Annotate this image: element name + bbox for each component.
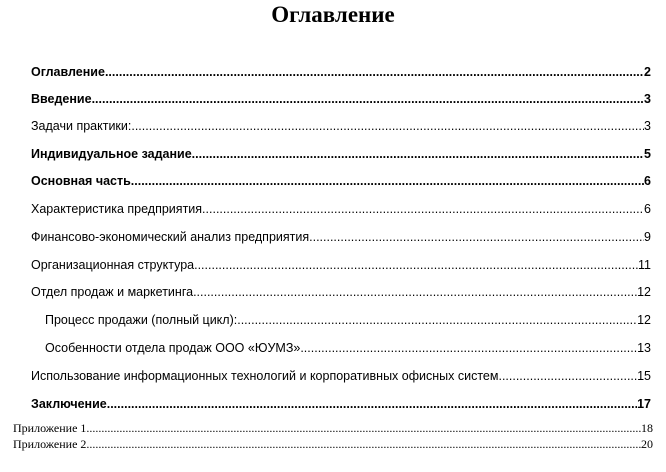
toc-entry-label: Индивидуальное задание xyxy=(31,147,192,161)
toc-entry-appendix-1[interactable] xyxy=(0,421,666,435)
dot-leader xyxy=(131,173,644,189)
dot-leader xyxy=(502,368,637,384)
toc-entry-main-part[interactable] xyxy=(0,173,666,189)
toc-entry-label: Основная часть xyxy=(31,174,131,188)
toc-entry-label: Задачи практики: xyxy=(31,119,132,133)
toc-entry-page: 3 xyxy=(644,119,651,133)
toc-entry-page: 5 xyxy=(644,147,651,161)
toc-entry-label: Заключение xyxy=(31,397,107,411)
dot-leader xyxy=(192,146,644,162)
toc-entry-page: 2 xyxy=(644,65,651,79)
toc-entry-page: 6 xyxy=(644,202,651,216)
toc-entry-it-systems[interactable] xyxy=(0,368,666,384)
toc-entry-appendix-2[interactable] xyxy=(0,437,666,451)
toc-entry-label: Использование информационных технологий и корпоративных офисных систем. xyxy=(31,369,502,383)
dot-leader xyxy=(300,340,637,356)
toc-entry-page: 12 xyxy=(637,285,651,299)
dot-leader xyxy=(105,64,644,80)
toc-entry-practice-tasks[interactable] xyxy=(0,118,666,134)
toc-entry-label: Приложение 2 xyxy=(13,437,87,451)
page-title: Оглавление xyxy=(271,2,395,27)
toc-entry-label: Характеристика предприятия xyxy=(31,202,203,216)
toc-entry-sales-marketing[interactable] xyxy=(0,284,666,300)
toc-entry-label: Организационная структура xyxy=(31,258,195,272)
dot-leader xyxy=(86,421,641,435)
toc-entry-page: 3 xyxy=(644,92,651,106)
dot-leader xyxy=(107,396,637,412)
dot-leader xyxy=(131,118,644,134)
toc-entry-page: 11 xyxy=(638,258,651,272)
toc-entry-individual-task[interactable] xyxy=(0,146,666,162)
toc-entry-page: 15 xyxy=(637,369,651,383)
toc-entry-page: 13 xyxy=(637,341,651,355)
toc-entry-label: Введение xyxy=(31,92,92,106)
toc-entry-label: Приложение 1 xyxy=(13,421,87,435)
toc-entry-page: 17 xyxy=(637,397,651,411)
toc-entry-introduction[interactable] xyxy=(0,91,666,107)
toc-entry-label: Особенности отдела продаж ООО «ЮУМЗ» xyxy=(45,341,301,355)
toc-entry-label: Оглавление xyxy=(31,65,105,79)
toc-entry-label: Процесс продажи (полный цикл): xyxy=(45,313,238,327)
dot-leader xyxy=(309,229,644,245)
dot-leader xyxy=(194,257,638,273)
toc-entry-label: Финансово-экономический анализ предприятия xyxy=(31,230,310,244)
toc-entry-page: 9 xyxy=(644,230,651,244)
toc-entry-sales-department-features[interactable] xyxy=(0,340,666,356)
toc-entry-page: 20 xyxy=(641,437,653,451)
toc-entry-page: 12 xyxy=(637,313,651,327)
toc-entry-conclusion[interactable] xyxy=(0,396,666,412)
dot-leader xyxy=(193,284,637,300)
toc-entry-sales-process[interactable] xyxy=(0,312,666,328)
toc-entry-company-characteristics[interactable] xyxy=(0,201,666,217)
toc-entry-page: 18 xyxy=(641,421,653,435)
dot-leader xyxy=(92,91,644,107)
dot-leader xyxy=(202,201,644,217)
dot-leader xyxy=(86,437,641,451)
toc-entry-label: Отдел продаж и маркетинга xyxy=(31,285,194,299)
dot-leader xyxy=(237,312,637,328)
toc-entry-contents[interactable] xyxy=(0,64,666,80)
toc-entry-org-structure[interactable] xyxy=(0,257,666,273)
toc-entry-financial-analysis[interactable] xyxy=(0,229,666,245)
toc-entry-page: 6 xyxy=(644,174,651,188)
